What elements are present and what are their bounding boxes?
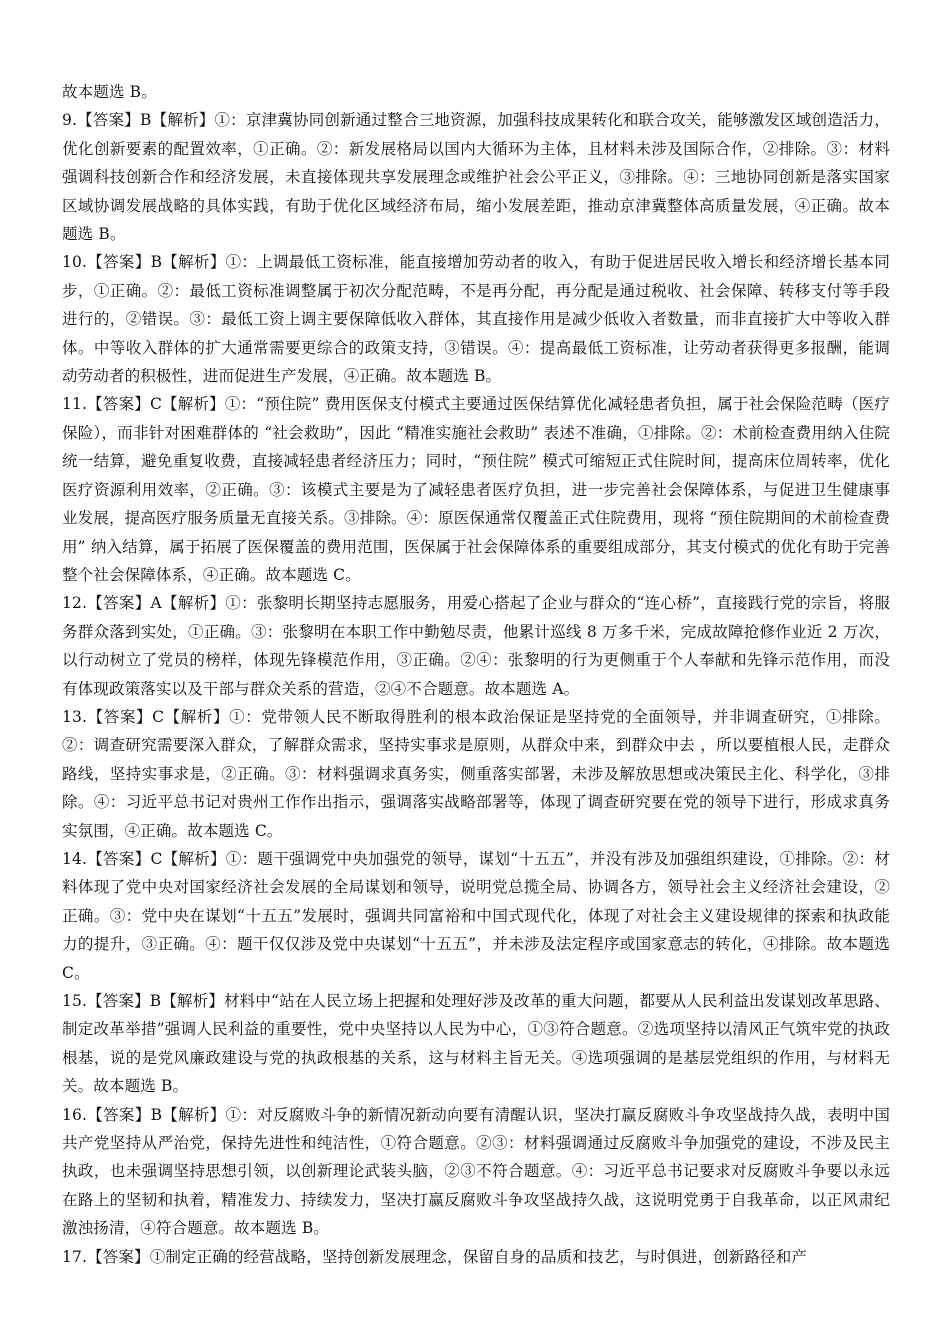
- answer-17: [62, 1243, 890, 1271]
- paragraph-text: 【答案】C【解析】①：党带领人民不断取得胜利的根本政治保证是坚持党的全面领导，并非调查研究，①排除。②：调查研究需要深入群众，了解群众需求，坚持实事求是原则，从群众中来，到群众中去 ，所以要植根人民，走群众路线，坚持实事求是，②正确。③：材料强调求真务实，侧重落实部署，未涉及解放思想或决策民主化、科学化，③排除。④：习近平总书记对贵州工作作出指示，强调落实战略部署等，体现了调查研究要在党的领导下进行，形成求真务实氛围，④正确。故本题选 C。: [62, 707, 890, 840]
- paragraph-number: 14.: [62, 849, 88, 868]
- answer-11: [62, 390, 890, 589]
- paragraph-number: 12.: [62, 594, 88, 613]
- answer-13: [62, 703, 890, 845]
- paragraph-number: 15.: [62, 992, 88, 1010]
- paragraph-text: 【答案】C【解析】①：题干强调党中央加强党的领导，谋划“十五五”，并没有涉及加强组织建设，①排除。②：材料体现了党中央对国家经济社会发展的全局谋划和领导，说明党总揽全局、协调各方，领导社会主义经济社会建设，②正确。③：党中央在谋划“十五五”发展时，强调共同富裕和中国式现代化，体现了对社会主义建设规律的探索和执政能力的提升，③正确。④：题干仅仅涉及党中央谋划“十五五”，并未涉及法定程序或国家意志的转化，④排除。故本题选 C。: [62, 849, 890, 982]
- paragraph-text: 【答案】A【解析】①：张黎明长期坚持志愿服务，用爱心搭起了企业与群众的“连心桥”，直接践行党的宗旨，将服务群众落到实处，①正确。③：张黎明在本职工作中勤勉尽责，他累计巡线 8 万多千米，完成故障抢修作业近 2 万次，以行动树立了党员的榜样，体现先锋模范作用，③正确。②④：张黎明的行为更侧重于个人奉献和先锋示范作用，而没有体现政策落实以及干部与群众关系的营造，②④不合题意。故本题选 A。: [62, 594, 890, 698]
- paragraph-number: 9.: [62, 111, 78, 130]
- answer-10: [62, 248, 890, 390]
- paragraph-number: 10.: [62, 253, 88, 272]
- answer-14: [62, 845, 890, 987]
- answer-16: [62, 1101, 890, 1243]
- answer-15: [62, 987, 890, 1101]
- paragraph-text: 【答案】C【解析】①：“预住院” 费用医保支付模式主要通过医保结算优化减轻患者负担，属于社会保险范畴（医疗保险），而非针对困难群体的 “社会救助”，因此 “精准实施社会救助” 表述不准确，①排除。②：术前检查费用纳入住院统一结算，避免重复收费，直接减轻患者经济压力；同时，“预住院” 模式可缩短正式住院时间，提高床位周转率，优化医疗资源利用效率，②正确。③：该模式主要是为了减轻患者医疗负担，进一步完善社会保障体系，与促进卫生健康事业发展，提高医疗服务质量无直接关系。③排除。④：原医保通常仅覆盖正式住院费用，现将 “预住院期间的术前检查费用” 纳入结算，属于拓展了医保覆盖的费用范围，医保属于社会保障体系的重要组成部分，其支付模式的优化有助于完善整个社会保障体系，④正确。故本题选 C。: [62, 395, 890, 584]
- answer-9: [62, 106, 890, 248]
- paragraph-text: 【答案】B【解析】材料中“站在人民立场上把握和处理好涉及改革的重大问题，都要从人民利益出发谋划改革思路、制定改革举措”强调人民利益的重要性，党中央坚持以人民为中心，①③符合题意。②选项坚持以清风正气筑牢党的执政根基，说的是党风廉政建设与党的执政根基的关系，这与材料主旨无关。④选项强调的是基层党组织的作用，与材料无关。故本题选 B。: [62, 992, 890, 1096]
- paragraph-number: 11.: [62, 395, 88, 414]
- paragraph-text: 【答案】B【解析】①：上调最低工资标准，能直接增加劳动者的收入，有助于促进居民收入增长和经济增长基本同步，①正确。②：最低工资标准调整属于初次分配范畴，不是再分配，再分配是通过税收、社会保障、转移支付等手段进行的，②错误。③：最低工资上调主要保障低收入群体，其直接作用是减少低收入者数量，而非直接扩大中等收入群体。中等收入群体的扩大通常需要更综合的政策支持，③错误。④：提高最低工资标准，让劳动者获得更多报酬，能调动劳动者的积极性，进而促进生产发展，④正确。故本题选 B。: [62, 253, 890, 386]
- paragraph-text: 故本题选 B。: [62, 83, 157, 101]
- paragraph-number: 17.: [62, 1247, 88, 1266]
- paragraph-number: 13.: [62, 707, 88, 726]
- paragraph-number: 16.: [62, 1105, 88, 1124]
- paragraph-text: 【答案】B【解析】①：京津冀协同创新通过整合三地资源，加强科技成果转化和联合攻关，能够激发区域创造活力，优化创新要素的配置效率，①正确。②：新发展格局以国内大循环为主体，且材料未涉及国际合作，②排除。③：材料强调科技创新合作和经济发展，未直接体现共享发展理念或维护社会公平正义，③排除。④：三地协同创新是落实国家区域协调发展战略的具体实践，有助于优化区域经济布局，缩小发展差距，推动京津冀整体高质量发展，④正确。故本题选 B。: [62, 111, 890, 244]
- paragraph-text: 【答案】B【解析】①：对反腐败斗争的新情况新动向要有清醒认识，坚决打赢反腐败斗争攻坚战持久战，表明中国共产党坚持从严治党，保持先进性和纯洁性，①符合题意。②③：材料强调通过反腐败斗争加强党的建设，不涉及民主执政，也未强调坚持思想引领，以创新理论武装头脑，②③不符合题意。④：习近平总书记要求对反腐败斗争要以永远在路上的坚韧和执着，精准发力、持续发力，坚决打赢反腐败斗争攻坚战持久战，这说明党勇于自我革命，以正风肃纪激浊扬清，④符合题意。故本题选 B。: [62, 1105, 890, 1238]
- paragraph-text: 【答案】①制定正确的经营战略，坚持创新发展理念，保留自身的品质和技艺，与时俱进，创新路径和产: [87, 1247, 808, 1266]
- answer-12: [62, 589, 890, 703]
- paragraph-continuation: [62, 78, 890, 106]
